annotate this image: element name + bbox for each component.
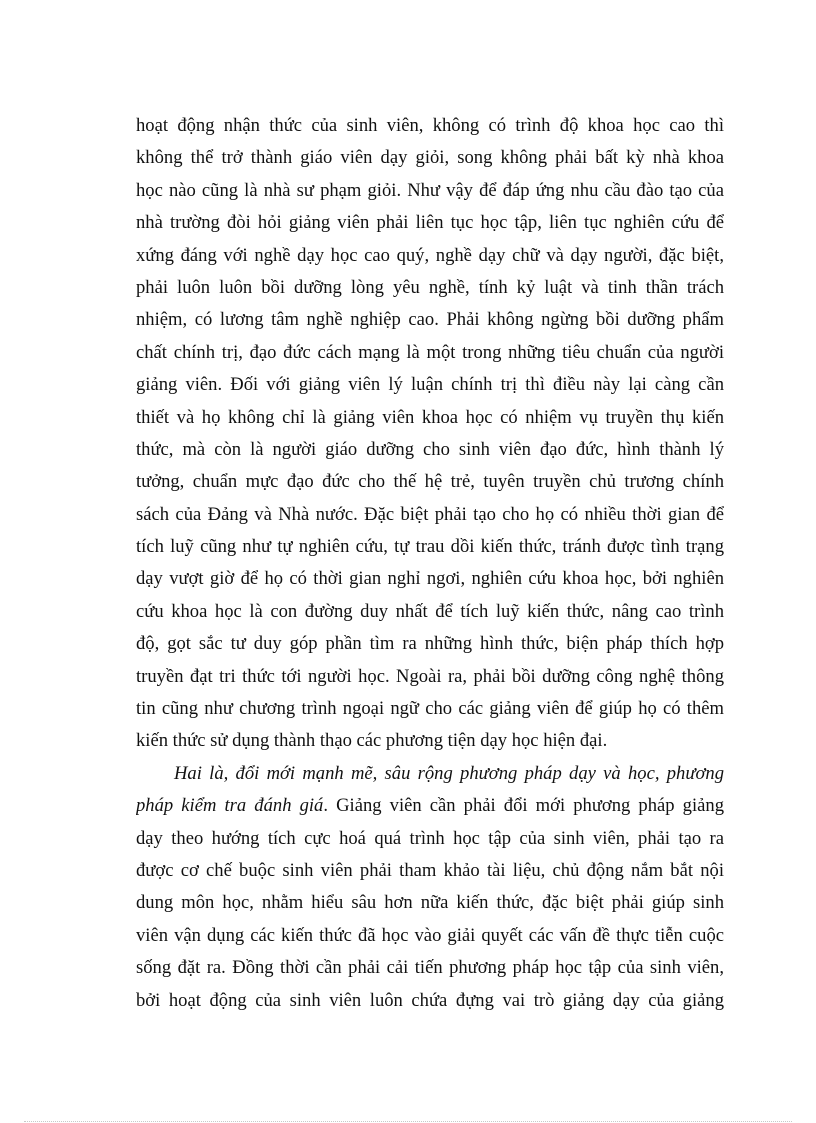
text-line: hoạt động nhận thức của sinh viên, không có trình độ khoa học cao thì [136, 115, 724, 136]
paragraph-heading-line: Hai là, đổi mới mạnh mẽ, sâu rộng phương pháp dạy và học, phương [174, 762, 724, 784]
text-line: nhiệm, có lương tâm nghề nghiệp cao. Phải không ngừng bồi dưỡng phẩm [136, 309, 724, 331]
text-line: giảng viên. Đối với giảng viên lý luận chính trị thì điều này lại càng cần [136, 374, 724, 396]
text-line: kiến thức sử dụng thành thạo các phương tiện dạy học hiện đại. [136, 730, 608, 752]
text-line: bởi hoạt động của sinh viên luôn chứa đựng vai trò giảng dạy của giảng [136, 989, 724, 1011]
text-line: tích luỹ cũng như tự nghiên cứu, tự trau dồi kiến thức, tránh được tình trạng [136, 536, 724, 558]
text-line: sách của Đảng và Nhà nước. Đặc biệt phải tạo cho họ có nhiều thời gian để [136, 503, 724, 525]
italic-phrase: pháp kiểm tra đánh giá [136, 795, 324, 817]
text-line: cứu khoa học là con đường duy nhất để tích luỹ kiến thức, nâng cao trình [136, 600, 724, 622]
body-text [136, 110, 724, 1017]
text-line [136, 790, 724, 822]
text-line: được cơ chế buộc sinh viên phải tham khảo tài liệu, chủ động nắm bắt nội [136, 859, 724, 881]
text-line: xứng đáng với nghề dạy học cao quý, nghề dạy chữ và dạy người, đặc biệt, [136, 244, 724, 266]
text-span: . Giảng viên cần phải đổi mới phương pháp giảng [323, 795, 724, 817]
text-line: tin cũng như chương trình ngoại ngữ cho các giảng viên để giúp họ có thêm [136, 698, 724, 720]
text-line: dạy vượt giờ để họ có thời gian nghỉ ngơi, nghiên cứu khoa học, bởi nghiên [136, 568, 724, 590]
text-line: viên vận dụng các kiến thức đã học vào giải quyết các vấn đề thực tiễn cuộc [136, 924, 724, 946]
text-line: dạy theo hướng tích cực hoá quá trình học tập của sinh viên, phải tạo ra [136, 827, 724, 849]
text-line: không thể trở thành giáo viên dạy giỏi, song không phải bất kỳ nhà khoa [136, 147, 724, 169]
text-line: độ, gọt sắc tư duy góp phần tìm ra những hình thức, biện pháp thích hợp [136, 633, 724, 655]
text-line: thiết và họ không chỉ là giảng viên khoa học có nhiệm vụ truyền thụ kiến [136, 406, 724, 428]
text-line: thức, mà còn là người giáo dưỡng cho sinh viên đạo đức, hình thành lý [136, 438, 724, 460]
text-line: học nào cũng là nhà sư phạm giỏi. Như vậy để đáp ứng nhu cầu đào tạo của [136, 179, 724, 201]
text-line: dung môn học, nhằm hiểu sâu hơn nữa kiến thức, đặc biệt phải giúp sinh [136, 892, 724, 914]
text-line: tưởng, chuẩn mực đạo đức cho thế hệ trẻ, tuyên truyền chủ trương chính [136, 471, 724, 493]
text-line: truyền đạt tri thức tới người học. Ngoài ra, phải bồi dưỡng công nghệ thông [136, 665, 724, 687]
text-line: sống đặt ra. Đồng thời cần phải cải tiến phương pháp học tập của sinh viên, [136, 957, 724, 979]
text-line: nhà trường đòi hỏi giảng viên phải liên tục học tập, liên tục nghiên cứu để [136, 212, 724, 234]
page-bottom-divider [24, 1121, 792, 1122]
text-line: phải luôn luôn bồi dưỡng lòng yêu nghề, tính kỷ luật và tinh thần trách [136, 276, 724, 298]
text-line: chất chính trị, đạo đức cách mạng là một trong những tiêu chuẩn của người [136, 341, 724, 363]
